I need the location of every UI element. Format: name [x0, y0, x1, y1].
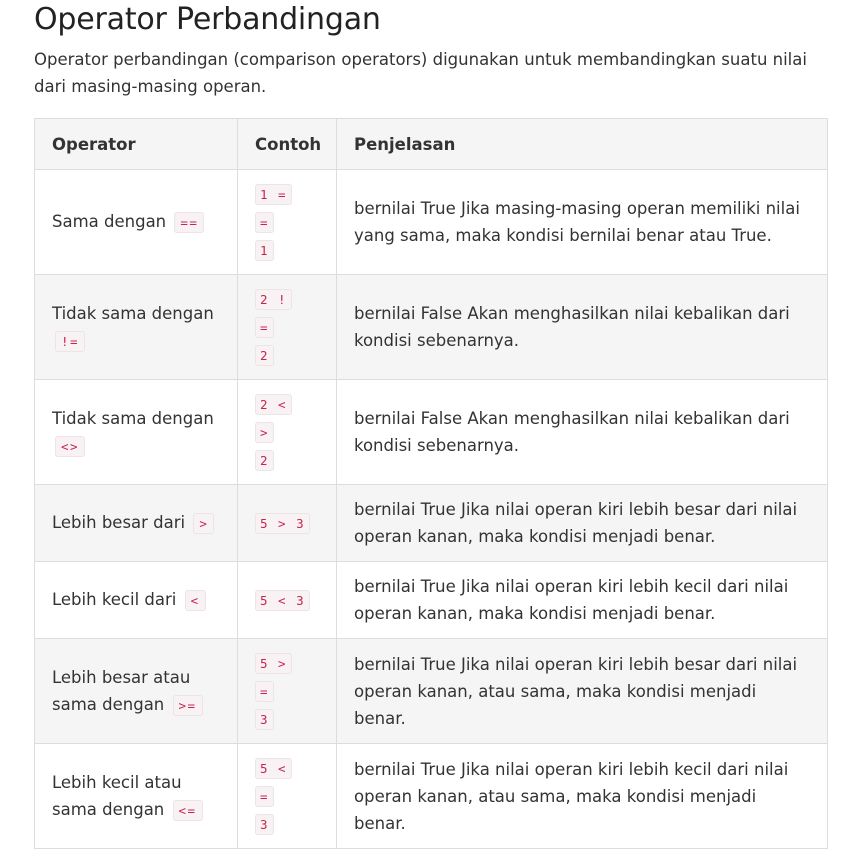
- operator-code: <>: [55, 436, 85, 457]
- header-penjelasan: Penjelasan: [337, 119, 828, 170]
- table-row: [35, 170, 828, 275]
- operator-label: Lebih besar atau sama dengan: [52, 667, 191, 714]
- example-code-wrap: [255, 649, 291, 733]
- example-code-wrap: [255, 390, 291, 474]
- operator-cell: [35, 380, 238, 485]
- example-code-wrap: [255, 754, 291, 838]
- operator-label: Lebih besar dari: [52, 513, 186, 532]
- table-header-row: [35, 119, 828, 170]
- example-code: 2 <> 2: [255, 394, 292, 471]
- example-code: 5 >= 3: [255, 653, 292, 730]
- example-cell: [238, 639, 337, 744]
- operator-cell: [35, 562, 238, 639]
- example-cell: [238, 170, 337, 275]
- table-row: [35, 380, 828, 485]
- operator-label: Tidak sama dengan: [52, 303, 214, 323]
- example-code-wrap: [255, 285, 291, 369]
- example-cell: [238, 380, 337, 485]
- operator-code: >=: [173, 695, 203, 716]
- example-code: 5 > 3: [255, 513, 310, 534]
- operator-code: !=: [55, 331, 85, 352]
- example-code: 5 < 3: [255, 590, 310, 611]
- example-code-wrap: [255, 586, 310, 614]
- page-title: Operator Perbandingan: [34, 2, 381, 37]
- explanation-cell: bernilai True Jika nilai operan kiri lebih kecil dari nilai operan kanan, maka kondisi menjadi benar.: [337, 562, 828, 639]
- example-code-wrap: [255, 509, 310, 537]
- operator-cell: [35, 485, 238, 562]
- operator-code: ==: [174, 212, 204, 233]
- table-row: [35, 485, 828, 562]
- operator-code: >: [193, 513, 214, 534]
- example-cell: [238, 562, 337, 639]
- explanation-cell: bernilai False Akan menghasilkan nilai kebalikan dari kondisi sebenarnya.: [337, 275, 828, 380]
- operator-code: <: [185, 590, 206, 611]
- operator-label: Sama dengan: [52, 212, 167, 231]
- example-code-wrap: [255, 180, 291, 264]
- operator-cell: [35, 170, 238, 275]
- example-cell: [238, 485, 337, 562]
- table-row: [35, 275, 828, 380]
- header-operator: Operator: [35, 119, 238, 170]
- explanation-cell: bernilai True Jika nilai operan kiri lebih besar dari nilai operan kanan, maka kondisi menjadi benar.: [337, 485, 828, 562]
- operator-code: <=: [173, 800, 203, 821]
- operator-cell: [35, 639, 238, 744]
- table-row: [35, 744, 828, 849]
- explanation-cell: bernilai True Jika nilai operan kiri lebih besar dari nilai operan kanan, atau sama, maka kondisi menjadi benar.: [337, 639, 828, 744]
- example-code: 5 <= 3: [255, 758, 292, 835]
- example-code: 1 == 1: [255, 184, 292, 261]
- table-row: [35, 639, 828, 744]
- explanation-cell: bernilai True Jika masing-masing operan memiliki nilai yang sama, maka kondisi bernilai benar atau True.: [337, 170, 828, 275]
- table-row: [35, 562, 828, 639]
- explanation-cell: bernilai True Jika nilai operan kiri lebih kecil dari nilai operan kanan, atau sama, maka kondisi menjadi benar.: [337, 744, 828, 849]
- operator-label: Lebih kecil dari: [52, 590, 177, 609]
- example-cell: [238, 275, 337, 380]
- operator-table: [34, 118, 828, 849]
- operator-label: Lebih kecil atau sama dengan: [52, 772, 182, 819]
- intro-paragraph: Operator perbandingan (comparison operators) digunakan untuk membandingkan suatu nilai dari masing-masing operan.: [34, 50, 807, 96]
- operator-cell: [35, 744, 238, 849]
- header-contoh: Contoh: [238, 119, 337, 170]
- operator-cell: [35, 275, 238, 380]
- explanation-cell: bernilai False Akan menghasilkan nilai kebalikan dari kondisi sebenarnya.: [337, 380, 828, 485]
- example-code: 2 != 2: [255, 289, 292, 366]
- operator-label: Tidak sama dengan: [52, 408, 214, 428]
- example-cell: [238, 744, 337, 849]
